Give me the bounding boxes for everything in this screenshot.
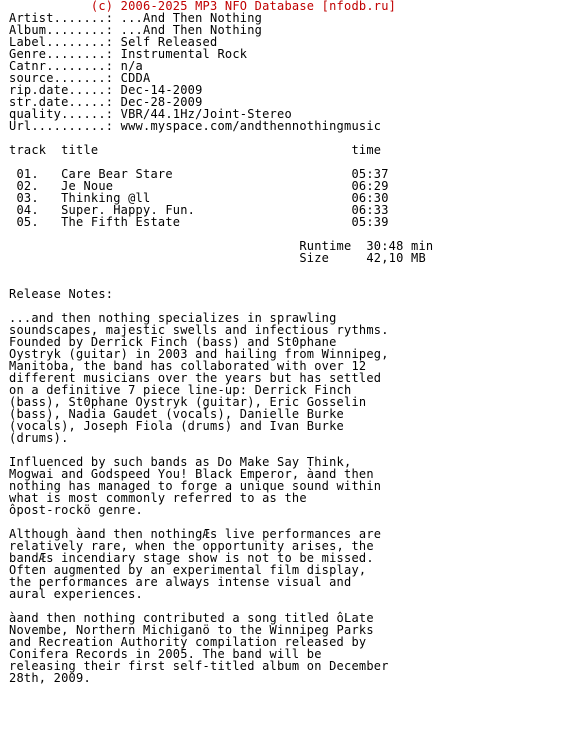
notes-text-line: releasing their first self-titled album on December — [9, 659, 389, 673]
notes-text-line: what is most commonly referred to as the — [9, 491, 307, 505]
notes-text-line: bandÆs incendiary stage show is not to be missed. — [9, 551, 374, 565]
notes-text-line: Manitoba, the band has collaborated with over 12 — [9, 359, 367, 373]
catnr-line: Catnr........: n/a — [9, 59, 144, 73]
track-row: 03. Thinking @ll 06:30 — [9, 191, 389, 205]
runtime-line: Runtime 30:48 min — [9, 239, 434, 253]
url-line: Url..........: www.myspace.com/andthennothingmusic — [9, 119, 382, 133]
notes-text-line: (bass), Nadia Gaudet (vocals), Danielle Burke — [9, 407, 345, 421]
notes-text-line: nothing has managed to forge a unique sound within — [9, 479, 382, 493]
notes-text-line: the performances are always intense visual and — [9, 575, 352, 589]
notes-text-line: Conifera Records in 2005. The band will be — [9, 647, 322, 661]
artist-line: Artist.......: ...And Then Nothing — [9, 11, 263, 25]
notes-text-line: (vocals), Joseph Fiola (drums) and Ivan Burke — [9, 419, 345, 433]
notes-text-line: and Recreation Authority compilation released by — [9, 635, 367, 649]
track-row: 02. Je Noue 06:29 — [9, 179, 389, 193]
tracklist-header: track title time — [9, 143, 382, 157]
label-line: Label........: Self Released — [9, 35, 218, 49]
notes-text-line: on a definitive 7 piece line-up: Derrick Finch — [9, 383, 352, 397]
genre-line: Genre........: Instrumental Rock — [9, 47, 248, 61]
notes-text-line: (drums). — [9, 431, 69, 445]
notes-text-line: Founded by Derrick Finch (bass) and St0phane — [9, 335, 337, 349]
size-line: Size 42,10 MB — [9, 251, 426, 265]
quality-line: quality......: VBR/44.1Hz/Joint-Stereo — [9, 107, 292, 121]
notes-text-line: different musicians over the years but has settled — [9, 371, 382, 385]
notes-text-line: Often augmented by an experimental film display, — [9, 563, 367, 577]
notes-text-line: ôpost-rockö genre. — [9, 503, 144, 517]
nfo-document — [9, 0, 579, 684]
notes-text-line: ...and then nothing specializes in sprawling — [9, 311, 337, 325]
notes-text-line: àand then nothing contributed a song titled ôLate — [9, 611, 374, 625]
notes-text-line: relatively rare, when the opportunity arises, the — [9, 539, 374, 553]
copyright-header: (c) 2006-2025 MP3 NFO Database [nfodb.ru] — [9, 0, 397, 13]
notes-text-line: Oystryk (guitar) in 2003 and hailing from Winnipeg, — [9, 347, 389, 361]
track-row: 01. Care Bear Stare 05:37 — [9, 167, 389, 181]
str-date-line: str.date.....: Dec-28-2009 — [9, 95, 203, 109]
blank-line — [9, 264, 579, 276]
rip-date-line: rip.date.....: Dec-14-2009 — [9, 83, 203, 97]
notes-text-line: Although àand then nothingÆs live performances are — [9, 527, 382, 541]
notes-text-line: (bass), St0phane Oystryk (guitar), Eric Gosselin — [9, 395, 367, 409]
notes-text-line: soundscapes, majestic swells and infectious rythms. — [9, 323, 389, 337]
album-line: Album........: ...And Then Nothing — [9, 23, 263, 37]
notes-text-line: Influenced by such bands as Do Make Say Think, — [9, 455, 352, 469]
notes-text-line: aural experiences. — [9, 587, 144, 601]
track-row: 04. Super. Happy. Fun. 06:33 — [9, 203, 389, 217]
release-notes-heading: Release Notes: — [9, 287, 114, 301]
notes-text-line: 28th, 2009. — [9, 671, 91, 685]
notes-text-line: Mogwai and Godspeed You! Black Emperor, àand then — [9, 467, 374, 481]
notes-text-line: Novembe, Northern Michiganö to the Winnipeg Parks — [9, 623, 374, 637]
track-row: 05. The Fifth Estate 05:39 — [9, 215, 389, 229]
source-line: source.......: CDDA — [9, 71, 151, 85]
